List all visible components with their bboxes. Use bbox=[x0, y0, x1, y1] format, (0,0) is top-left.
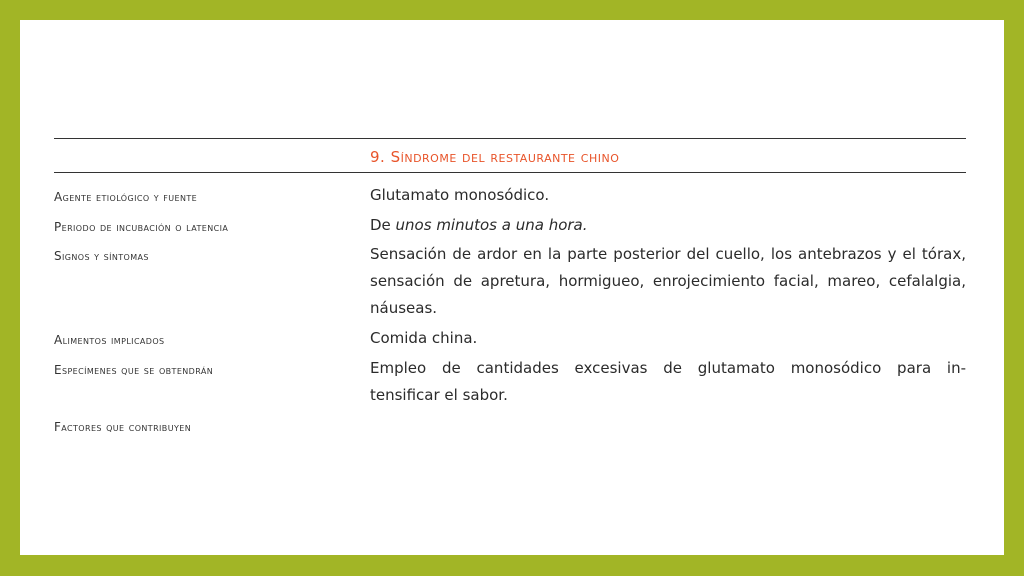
row-label-factores: Factores que contribuyen bbox=[54, 420, 192, 434]
row-value-periodo-italic: unos minutos a una hora. bbox=[395, 216, 588, 234]
row-value-agente: Glutamato monosódico. bbox=[370, 186, 550, 204]
syndrome-table bbox=[54, 138, 966, 460]
row-value-alimentos: Comida china. bbox=[370, 329, 478, 347]
header-rule bbox=[54, 172, 966, 173]
row-label-periodo: Periodo de incubación o latencia bbox=[54, 220, 229, 234]
row-label-signos: Signos y síntomas bbox=[54, 249, 149, 263]
row-value-especimenes bbox=[370, 355, 966, 409]
row-label-agente: Agente etiológico y fuente bbox=[54, 190, 198, 204]
row-value-periodo bbox=[370, 212, 966, 239]
slide bbox=[20, 20, 1004, 555]
row-label-alimentos: Alimentos implicados bbox=[54, 333, 165, 347]
row-value-periodo-prefix: De bbox=[370, 216, 396, 234]
row-value-especimenes-line2: tensificar el sabor. bbox=[370, 386, 508, 404]
row-value-especimenes-line1: Empleo de cantidades excesivas de glutamato monosódico para in- bbox=[370, 359, 966, 377]
row-label-especimenes: Especímenes que se obtendrán bbox=[54, 363, 214, 377]
table-title: 9. Síndrome del restaurante chino bbox=[370, 148, 620, 166]
top-rule bbox=[54, 138, 966, 139]
row-value-signos: Sensación de ardor en la parte posterior del cuello, los antebrazos y el tórax, sensación de apretura, hormigueo, enrojecimiento facial, mareo, cefalalgia, náuseas. bbox=[370, 245, 966, 317]
